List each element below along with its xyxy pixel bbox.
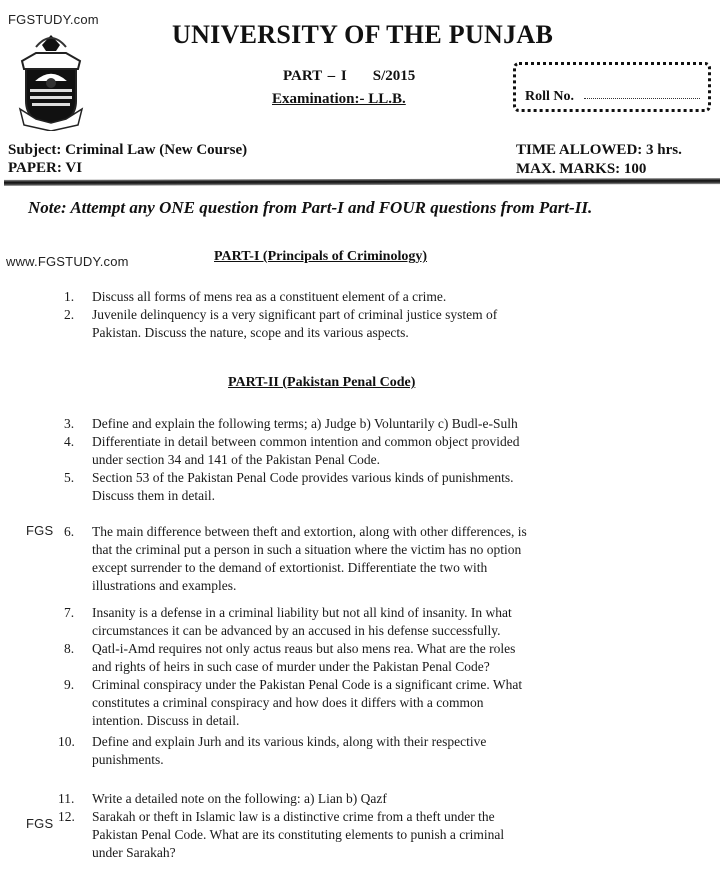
- exam-part: PART – I: [283, 68, 347, 84]
- roll-number-field[interactable]: [584, 98, 700, 99]
- question-item: 7. Insanity is a defense in a criminal liability but not all kind of insanity. In what circumstances it can be advanced by an accused in his defense successfully.: [64, 605, 512, 638]
- exam-session: S/2015: [372, 68, 416, 84]
- time-allowed: TIME ALLOWED: 3 hrs.: [516, 142, 682, 158]
- watermark-q6: FGS: [26, 523, 54, 538]
- examination-label: Examination:- LL.B.: [272, 91, 406, 107]
- instruction-note: Note: Attempt any ONE question from Part-I and FOUR questions from Part-II.: [28, 198, 593, 217]
- question-item: 11. Write a detailed note on the following: a) Lian b) Qazf: [58, 791, 387, 806]
- watermark-q12: FGS: [26, 816, 54, 831]
- roll-number-label: Roll No.: [525, 89, 574, 104]
- max-marks: MAX. MARKS: 100: [516, 161, 647, 177]
- watermark-top: FGSTUDY.com: [8, 12, 99, 27]
- exam-part-line: [283, 68, 415, 85]
- paper: PAPER: VI: [8, 160, 83, 176]
- roll-number-box: [513, 62, 711, 112]
- question-item: 2. Juvenile delinquency is a very significant part of criminal justice system of Pakistan. Discuss the nature, scope and its various aspects.: [64, 307, 498, 340]
- question-item: 1. Discuss all forms of mens rea as a constituent element of a crime.: [64, 289, 447, 304]
- question-item: 8. Qatl-i-Amd requires not only actus reaus but also mens rea. What are the roles and rights of heirs in such case of murder under the Pakistan Penal Code?: [64, 641, 516, 674]
- question-item: 9. Criminal conspiracy under the Pakistan Penal Code is a significant crime. What constitutes a criminal conspiracy and how does it differs with a common intention. Discuss in detail.: [64, 677, 523, 728]
- question-item: 10. Define and explain Jurh and its various kinds, along with their respective punishments.: [58, 734, 487, 767]
- university-title: UNIVERSITY OF THE PUNJAB: [172, 20, 554, 49]
- question-item: 3. Define and explain the following terms; a) Judge b) Voluntarily c) Budl-e-Sulh: [64, 416, 518, 431]
- question-item: 4. Differentiate in detail between common intention and common object provided under section 34 and 141 of the Pakistan Penal Code.: [64, 434, 520, 467]
- university-crest-logo: [16, 31, 86, 131]
- question-item: 12. Sarakah or theft in Islamic law is a distinctive crime from a theft under the Pakistan Penal Code. What are its constituting elements to punish a criminal under Sarakah?: [58, 809, 505, 860]
- watermark-middle: www.FGSTUDY.com: [6, 254, 129, 269]
- section-heading-part-1: PART-I (Principals of Criminology): [214, 249, 428, 264]
- header-divider: [4, 178, 720, 186]
- question-item: 6. The main difference between theft and extortion, along with other differences, is that the criminal put a person in such a situation where the victim has no option except surrender to the demand of extortionist. Differentiate the two with illustrations and examples.: [64, 524, 527, 593]
- crest-icon: [16, 31, 86, 131]
- section-heading-part-2: PART-II (Pakistan Penal Code): [228, 375, 416, 390]
- question-item: 5. Section 53 of the Pakistan Penal Code provides various kinds of punishments. Discuss them in detail.: [64, 470, 514, 503]
- subject: Subject: Criminal Law (New Course): [8, 142, 248, 158]
